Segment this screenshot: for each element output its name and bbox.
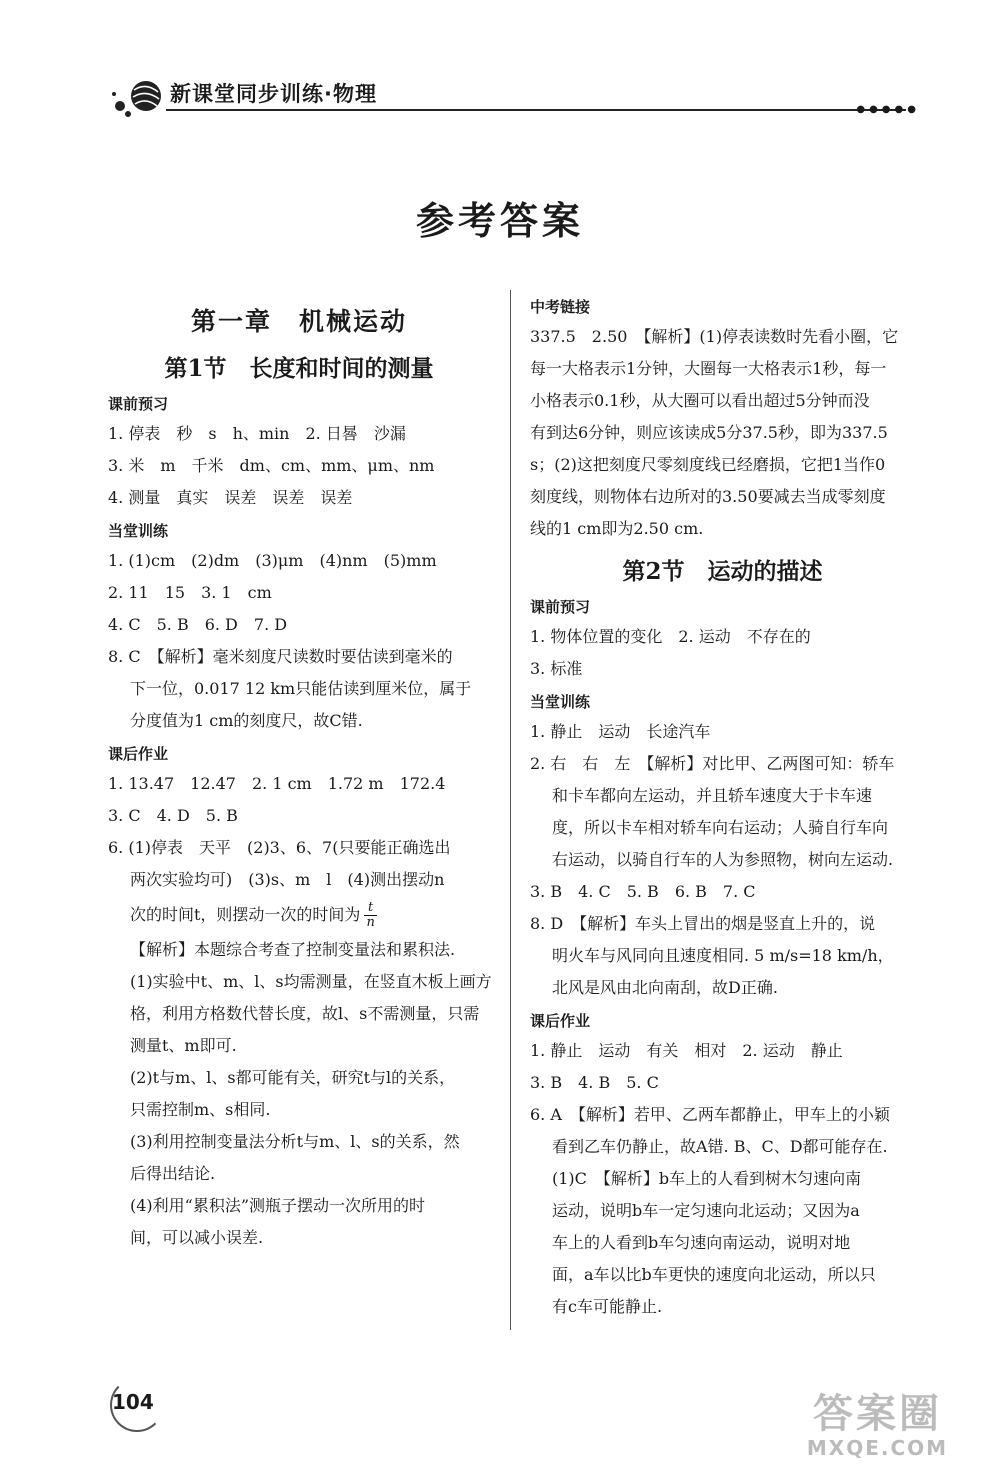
answer-line: 测量t、m即可. <box>130 1036 237 1055</box>
left-column <box>108 290 490 1254</box>
answer-line: 间，可以减小误差. <box>130 1228 264 1247</box>
answer-line: 3. 标准 <box>530 659 583 678</box>
answer-line: 3. B 4. B 5. C <box>530 1073 659 1092</box>
answer-line: 分度值为1 cm的刻度尺，故C错. <box>130 711 363 730</box>
header-dots: ●●●●● <box>856 104 920 115</box>
answer-line: (1)C 【解析】b车上的人看到树木匀速向南 <box>552 1169 862 1188</box>
answer-line: 1. (1)cm (2)dm (3)μm (4)nm (5)mm <box>108 551 437 570</box>
subsection-label: 课后作业 <box>530 1012 591 1030</box>
answer-line: 右运动，以骑自行车的人为参照物，树向左运动. <box>552 850 894 869</box>
answer-line: 2. 11 15 3. 1 cm <box>108 583 272 602</box>
header-rule <box>166 109 906 111</box>
answer-line: 【解析】本题综合考查了控制变量法和累积法. <box>130 940 456 959</box>
answer-line: 1. 静止 运动 有关 相对 2. 运动 静止 <box>530 1041 843 1060</box>
subsection-label: 中考链接 <box>530 298 591 316</box>
answer-line: 3. 米 m 千米 dm、cm、mm、μm、nm <box>108 456 435 475</box>
fraction-numerator: t <box>364 901 376 916</box>
right-column <box>530 290 915 1323</box>
answer-line: 格，利用方格数代替长度，故l、s不需测量，只需 <box>130 1004 480 1023</box>
answer-line: 8. D 【解析】车头上冒出的烟是竖直上升的，说 <box>530 914 876 933</box>
answer-line: 小格表示0.1秒，从大圈可以看出超过5分钟而没 <box>530 391 870 410</box>
answer-line: 刻度线，则物体右边所对的3.50要减去当成零刻度 <box>530 487 886 506</box>
answer-line: 4. C 5. B 6. D 7. D <box>108 615 288 634</box>
subsection-label: 当堂训练 <box>530 693 591 711</box>
answer-line: (4)利用“累积法”测瓶子摆动一次所用的时 <box>130 1196 426 1215</box>
answer-line: s；(2)这把刻度尺零刻度线已经磨损，它把1当作0 <box>530 455 886 474</box>
answer-line: 1. 静止 运动 长途汽车 <box>530 722 711 741</box>
column-divider <box>510 290 511 1330</box>
answer-line: 4. 测量 真实 误差 误差 误差 <box>108 488 353 507</box>
answer-line: 1. 物体位置的变化 2. 运动 不存在的 <box>530 627 811 646</box>
answer-line: (2)t与m、l、s都可能有关，研究t与l的关系， <box>130 1068 456 1087</box>
answer-line: 线的1 cm即为2.50 cm. <box>530 519 704 538</box>
answer-line: 3. B 4. C 5. B 6. B 7. C <box>530 882 756 901</box>
answer-line: 和卡车都向左运动，并且轿车速度大于卡车速 <box>552 786 873 805</box>
page-title: 参考答案 <box>415 199 584 243</box>
fraction <box>364 901 376 930</box>
subsection-label: 课前预习 <box>530 598 591 616</box>
watermark-url: MXQE.COM <box>806 1436 949 1460</box>
answer-line: (1)实验中t、m、l、s均需测量，在竖直木板上画方 <box>130 972 492 991</box>
answer-line: 两次实验均可) (3)s、m l (4)测出摆动n <box>130 870 445 889</box>
answer-line: 看到乙车仍静止，故A错. B、C、D都可能存在. <box>552 1137 888 1156</box>
page-number: 104 <box>112 1390 154 1414</box>
answer-line: 6. A 【解析】若甲、乙两车都静止，甲车上的小颖 <box>530 1105 890 1124</box>
answer-line: 1. 停表 秒 s h、min 2. 日晷 沙漏 <box>108 424 406 443</box>
header-title: 新课堂同步训练·物理 <box>170 82 377 106</box>
answer-line-with-fraction <box>108 896 490 934</box>
watermark <box>770 1392 985 1464</box>
answer-line: 下一位，0.017 12 km只能估读到厘米位，属于 <box>130 679 472 698</box>
answer-line: 每一大格表示1分钟，大圈每一大格表示1秒，每一 <box>530 359 887 378</box>
answer-line: 1. 13.47 12.47 2. 1 cm 1.72 m 172.4 <box>108 774 446 793</box>
answer-line: 明火车与风同向且速度相同. 5 m/s=18 km/h， <box>552 946 894 965</box>
page-header <box>108 72 920 122</box>
answer-line: (3)利用控制变量法分析t与m、l、s的关系，然 <box>130 1132 460 1151</box>
watermark-logo-text: 答案圈 <box>813 1391 942 1437</box>
answer-line: 后得出结论. <box>130 1164 216 1183</box>
answer-line: 只需控制m、s相同. <box>130 1100 271 1119</box>
fraction-denominator: n <box>366 915 375 930</box>
answer-line: 有c车可能静止. <box>552 1297 663 1316</box>
answer-line: 车上的人看到b车匀速向南运动，说明对地 <box>552 1233 851 1252</box>
answer-line: 337.5 2.50 【解析】(1)停表读数时先看小圈，它 <box>530 327 899 346</box>
subsection-label: 课后作业 <box>108 745 169 763</box>
answer-line: 北风是风由北向南刮，故D正确. <box>552 978 778 997</box>
answer-line: 6. (1)停表 天平 (2)3、6、7(只要能正确选出 <box>108 838 451 857</box>
section-heading: 第1节 长度和时间的测量 <box>164 355 434 382</box>
subsection-label: 课前预习 <box>108 395 169 413</box>
chapter-heading: 第一章 机械运动 <box>190 307 407 336</box>
answer-line: 2. 右 右 左 【解析】对比甲、乙两图可知：轿车 <box>530 754 895 773</box>
answer-line: 度，所以卡车相对轿车向右运动；人骑自行车向 <box>552 818 889 837</box>
subsection-label: 当堂训练 <box>108 522 169 540</box>
book-logo-icon <box>108 78 166 118</box>
answer-line: 3. C 4. D 5. B <box>108 806 238 825</box>
answer-line: 有到达6分钟，则应该读成5分37.5秒，即为337.5 <box>530 423 888 442</box>
answer-line: 8. C 【解析】毫米刻度尺读数时要估读到毫米的 <box>108 647 453 666</box>
answer-line: 运动，说明b车一定匀速向北运动；又因为a <box>552 1201 860 1220</box>
section-heading: 第2节 运动的描述 <box>622 558 823 585</box>
answer-line: 面，a车以比b车更快的速度向北运动，所以只 <box>552 1265 876 1284</box>
answer-text: 次的时间t，则摆动一次的时间为 <box>130 905 361 924</box>
